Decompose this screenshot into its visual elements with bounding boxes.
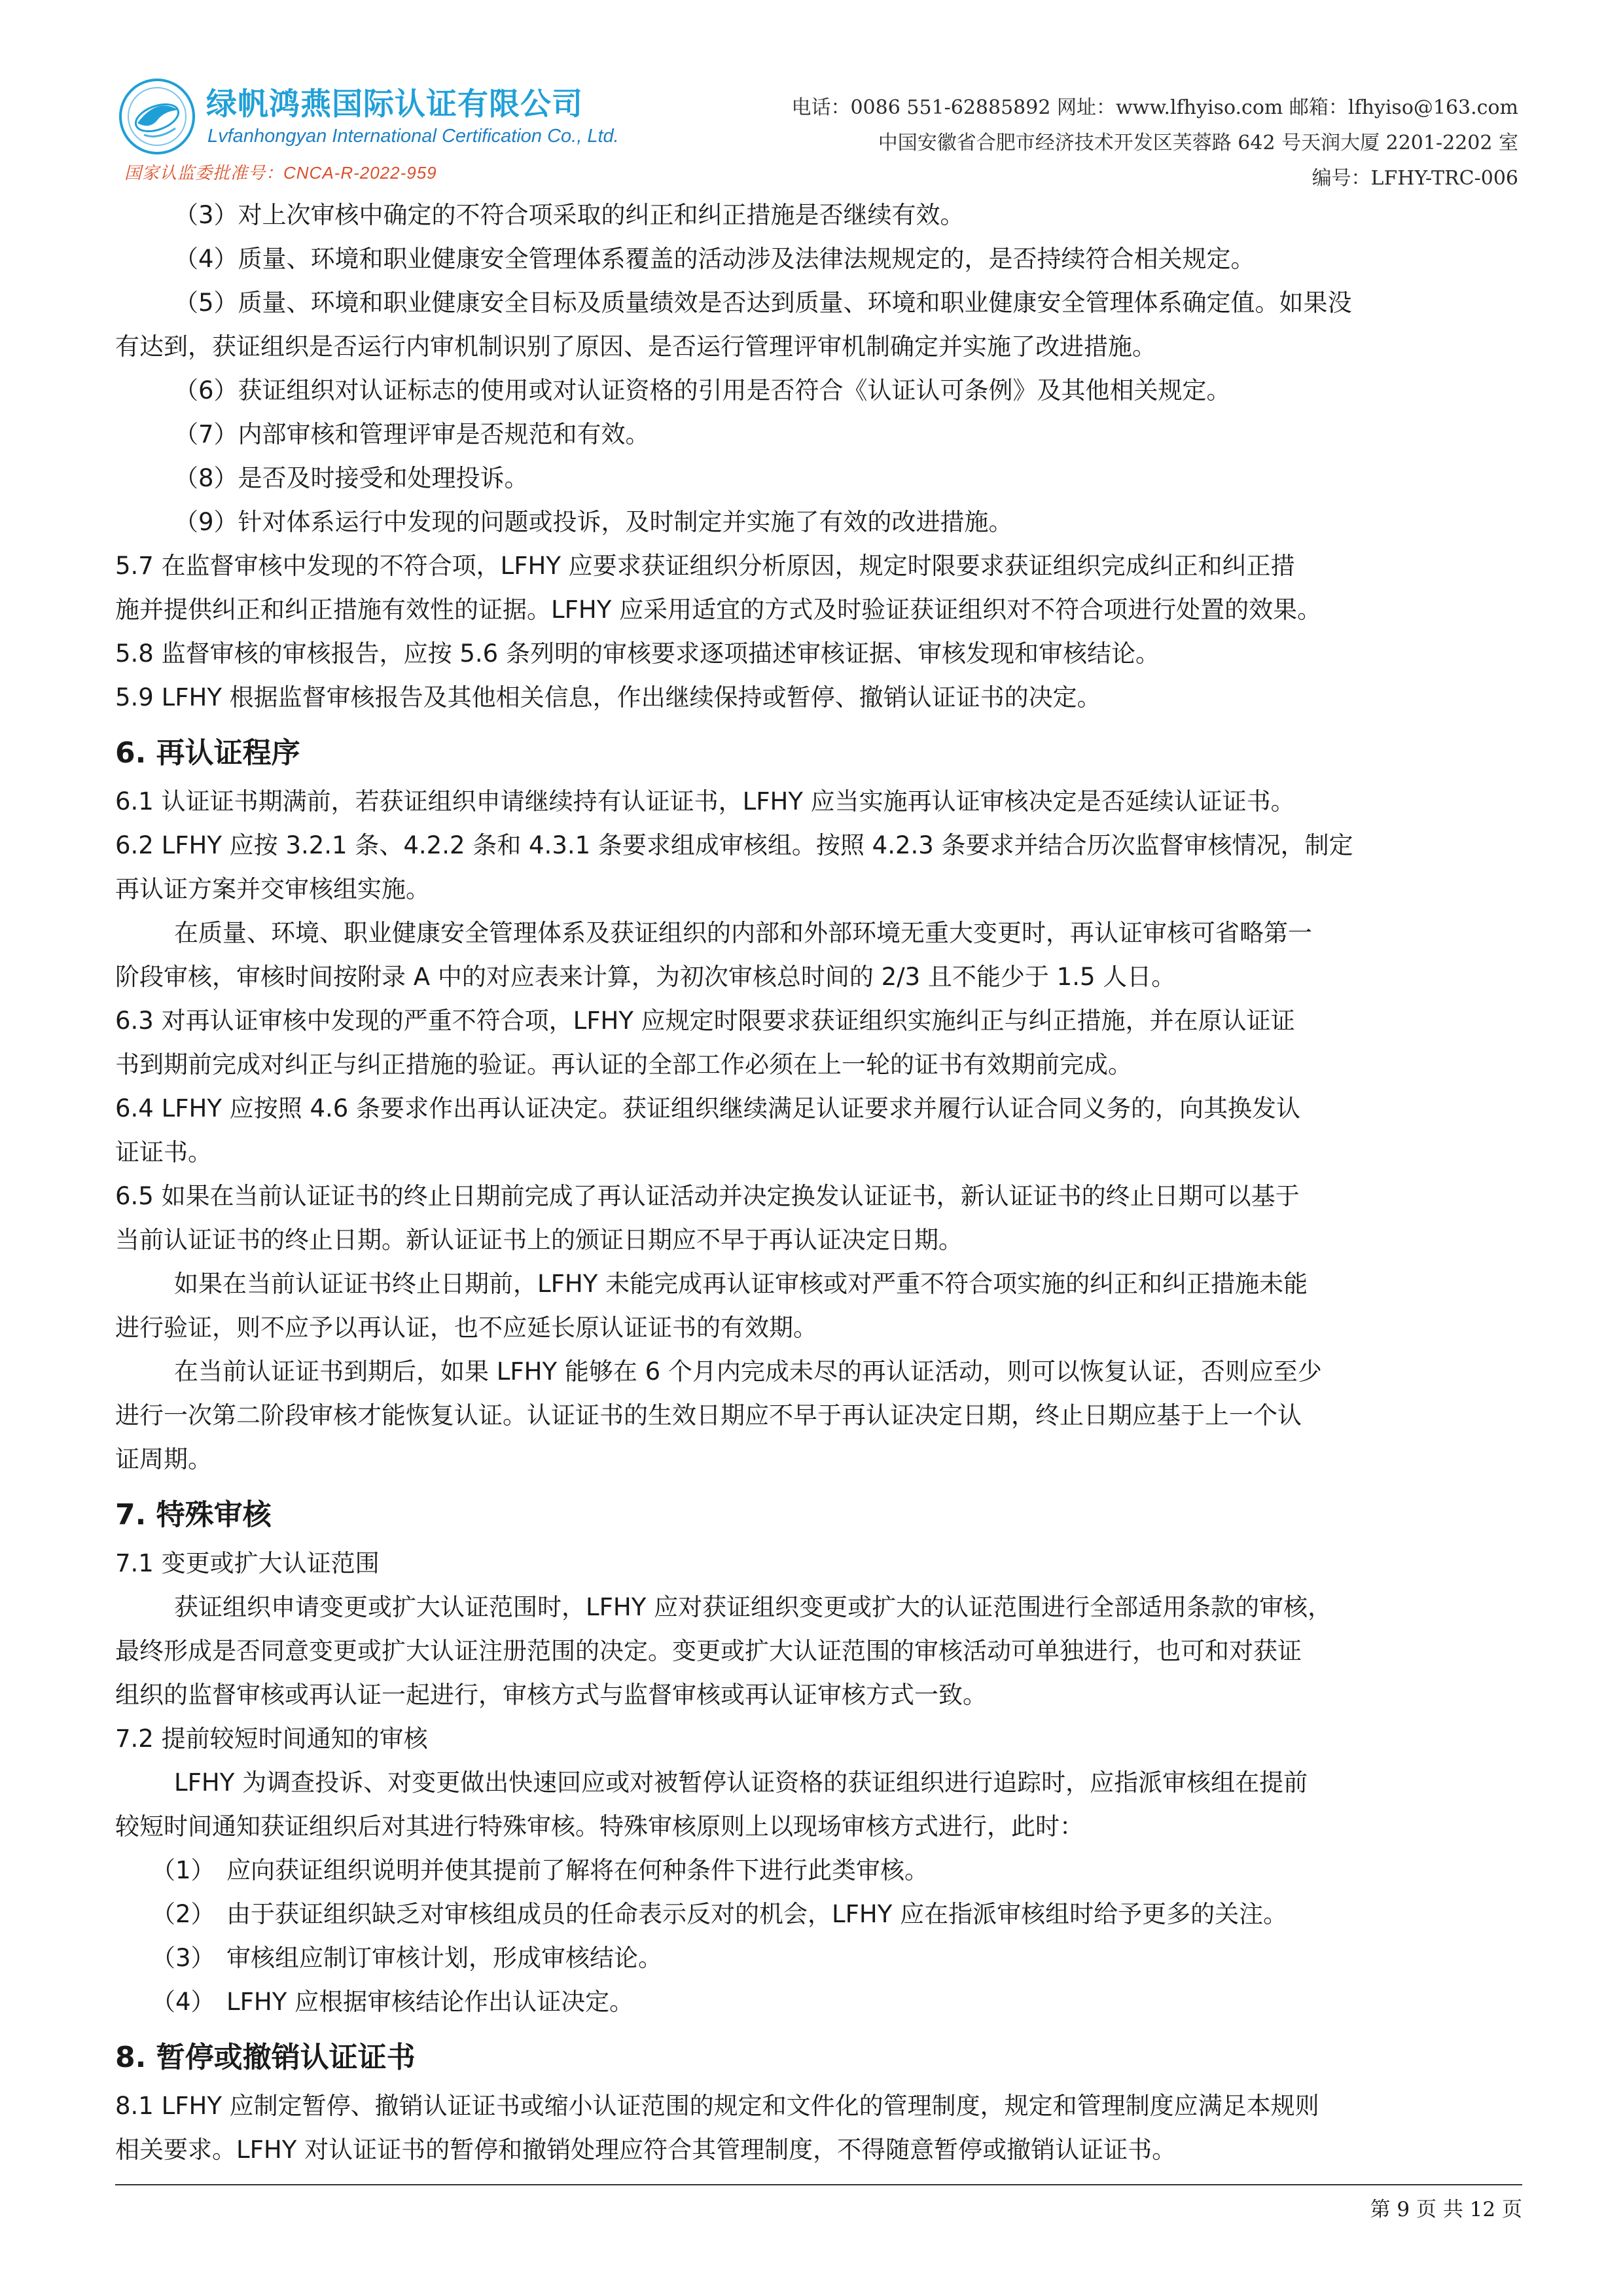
- clause-6-5-para-cont: 进行验证，则不应予以再认证，也不应延长原认证证书的有效期。: [115, 1314, 817, 1342]
- list-item: （7）内部审核和管理评审是否规范和有效。: [174, 420, 650, 448]
- clause-7-1-para: 获证组织申请变更或扩大认证范围时，LFHY 应对获证组织变更或扩大的认证范围进行全部适用条款的审核，: [174, 1593, 1332, 1621]
- header-contact-block: [791, 90, 1518, 196]
- contact-line: 电话：0086 551-62885892 网址：www.lfhyiso.com 邮箱：lfhyiso@163.com: [791, 96, 1518, 119]
- list-item-number: （2）: [151, 1900, 215, 1928]
- list-item: [115, 1980, 1522, 2024]
- clause-6-4-cont: 证证书。: [115, 1138, 212, 1166]
- list-item: [115, 1848, 1522, 1892]
- list-item: [115, 1936, 1522, 1980]
- list-item-text: 应向获证组织说明并使其提前了解将在何种条件下进行此类审核。: [226, 1856, 929, 1884]
- clause-6-3-cont: 书到期前完成对纠正与纠正措施的验证。再认证的全部工作必须在上一轮的证书有效期前完成。: [115, 1050, 1132, 1079]
- clause-8-1-cont: 相关要求。LFHY 对认证证书的暂停和撤销处理应符合其管理制度，不得随意暂停或撤销认证证书。: [115, 2136, 1177, 2164]
- clause-6-5-para-cont: 进行一次第二阶段审核才能恢复认证。认证证书的生效日期应不早于再认证决定日期，终止日期应基于上一个认: [115, 1401, 1302, 1429]
- list-item-continuation: 有达到，获证组织是否运行内审机制识别了原因、是否运行管理评审机制确定并实施了改进措施。: [115, 332, 1156, 361]
- clause-7-1-title: 7.1 变更或扩大认证范围: [115, 1549, 380, 1577]
- footer-divider: [115, 2184, 1522, 2185]
- list-item: （4）质量、环境和职业健康安全管理体系覆盖的活动涉及法律法规规定的，是否持续符合相关规定。: [174, 245, 1255, 273]
- clause-6-2-para-cont: 阶段审核，审核时间按附录 A 中的对应表来计算，为初次审核总时间的 2/3 且不能少于 1.5 人日。: [115, 963, 1176, 991]
- section-heading-6: 6. 再认证程序: [115, 736, 300, 770]
- document-body: [115, 193, 1522, 2172]
- clause-7-2-title: 7.2 提前较短时间通知的审核: [115, 1725, 428, 1753]
- list-item: （6）获证组织对认证标志的使用或对认证资格的引用是否符合《认证认可条例》及其他相关规定。: [174, 376, 1231, 404]
- clause-5-9: 5.9 LFHY 根据监督审核报告及其他相关信息，作出继续保持或暂停、撤销认证证书的决定。: [115, 683, 1101, 711]
- company-name-en: Lvfanhongyan International Certification Co., Ltd.: [207, 126, 619, 147]
- clause-6-4: 6.4 LFHY 应按照 4.6 条要求作出再认证决定。获证组织继续满足认证要求并履行认证合同义务的，向其换发认: [115, 1094, 1301, 1122]
- list-item: （8）是否及时接受和处理投诉。: [174, 464, 529, 492]
- clause-6-2-para: 在质量、环境、职业健康安全管理体系及获证组织的内部和外部环境无重大变更时，再认证审核可省略第一: [174, 919, 1312, 947]
- list-item: （3）对上次审核中确定的不符合项采取的纠正和纠正措施是否继续有效。: [174, 201, 965, 229]
- clause-6-2-cont: 再认证方案并交审核组实施。: [115, 875, 430, 903]
- company-name-cn: 绿帆鸿燕国际认证有限公司: [206, 86, 583, 122]
- list-item: （9）针对体系运行中发现的问题或投诉，及时制定并实施了有效的改进措施。: [174, 508, 1013, 536]
- approval-number: 国家认监委批准号：CNCA-R-2022-959: [124, 163, 437, 183]
- company-logo-icon: [118, 77, 196, 156]
- clause-6-5-para: 在当前认证证书到期后，如果 LFHY 能够在 6 个月内完成未尽的再认证活动，则可以恢复认证，否则应至少: [174, 1357, 1322, 1386]
- clause-6-5-cont: 当前认证证书的终止日期。新认证证书上的颁证日期应不早于再认证决定日期。: [115, 1226, 963, 1254]
- list-item: [115, 1892, 1522, 1936]
- clause-6-3: 6.3 对再认证审核中发现的严重不符合项，LFHY 应规定时限要求获证组织实施纠正与纠正措施，并在原认证证: [115, 1007, 1295, 1035]
- clause-7-1-para-cont: 组织的监督审核或再认证一起进行，审核方式与监督审核或再认证审核方式一致。: [115, 1681, 987, 1709]
- list-item-number: （3）: [151, 1944, 215, 1972]
- list-item-number: （1）: [151, 1856, 215, 1884]
- clause-6-2: 6.2 LFHY 应按 3.2.1 条、4.2.2 条和 4.3.1 条要求组成审核组。按照 4.2.3 条要求并结合历次监督审核情况，制定: [115, 831, 1353, 859]
- clause-6-5: 6.5 如果在当前认证证书的终止日期前完成了再认证活动并决定换发认证证书，新认证证书的终止日期可以基于: [115, 1182, 1300, 1210]
- clause-6-5-para: 如果在当前认证证书终止日期前，LFHY 未能完成再认证审核或对严重不符合项实施的纠正和纠正措施未能: [174, 1270, 1308, 1298]
- list-item-number: （4）: [151, 1988, 215, 2016]
- list-item-text: LFHY 应根据审核结论作出认证决定。: [226, 1988, 634, 2016]
- clause-7-2-para: LFHY 为调查投诉、对变更做出快速回应或对被暂停认证资格的获证组织进行追踪时，应指派审核组在提前: [174, 1768, 1308, 1797]
- clause-6-1: 6.1 认证证书期满前，若获证组织申请继续持有认证证书，LFHY 应当实施再认证审核决定是否延续认证证书。: [115, 787, 1295, 816]
- list-item-text: 由于获证组织缺乏对审核组成员的任命表示反对的机会，LFHY 应在指派审核组时给予更多的关注。: [226, 1900, 1288, 1928]
- document-number: 编号：LFHY-TRC-006: [1311, 167, 1518, 190]
- page-header: [118, 72, 1518, 190]
- section-heading-8: 8. 暂停或撤销认证证书: [115, 2041, 416, 2074]
- clause-5-7: 5.7 在监督审核中发现的不符合项，LFHY 应要求获证组织分析原因，规定时限要求获证组织完成纠正和纠正措: [115, 552, 1295, 580]
- list-item: （5）质量、环境和职业健康安全目标及质量绩效是否达到质量、环境和职业健康安全管理体系确定值。如果没: [174, 289, 1352, 317]
- clause-7-1-para-cont: 最终形成是否同意变更或扩大认证注册范围的决定。变更或扩大认证范围的审核活动可单独进行，也可和对获证: [115, 1637, 1302, 1665]
- clause-7-2-para-cont: 较短时间通知获证组织后对其进行特殊审核。特殊审核原则上以现场审核方式进行，此时：: [115, 1812, 1084, 1840]
- list-item-text: 审核组应制订审核计划，形成审核结论。: [226, 1944, 662, 1972]
- page-number: 第 9 页 共 12 页: [1370, 2198, 1522, 2221]
- address-line: 中国安徽省合肥市经济技术开发区芙蓉路 642 号天润大厦 2201-2202 室: [878, 132, 1518, 154]
- clause-8-1: 8.1 LFHY 应制定暂停、撤销认证证书或缩小认证范围的规定和文件化的管理制度，规定和管理制度应满足本规则: [115, 2092, 1319, 2120]
- clause-5-8: 5.8 监督审核的审核报告，应按 5.6 条列明的审核要求逐项描述审核证据、审核发现和审核结论。: [115, 639, 1160, 668]
- clause-6-5-para-cont: 证周期。: [115, 1445, 212, 1473]
- section-heading-7: 7. 特殊审核: [115, 1498, 272, 1532]
- clause-5-7-cont: 施并提供纠正和纠正措施有效性的证据。LFHY 应采用适宜的方式及时验证获证组织对不符合项进行处置的效果。: [115, 596, 1322, 624]
